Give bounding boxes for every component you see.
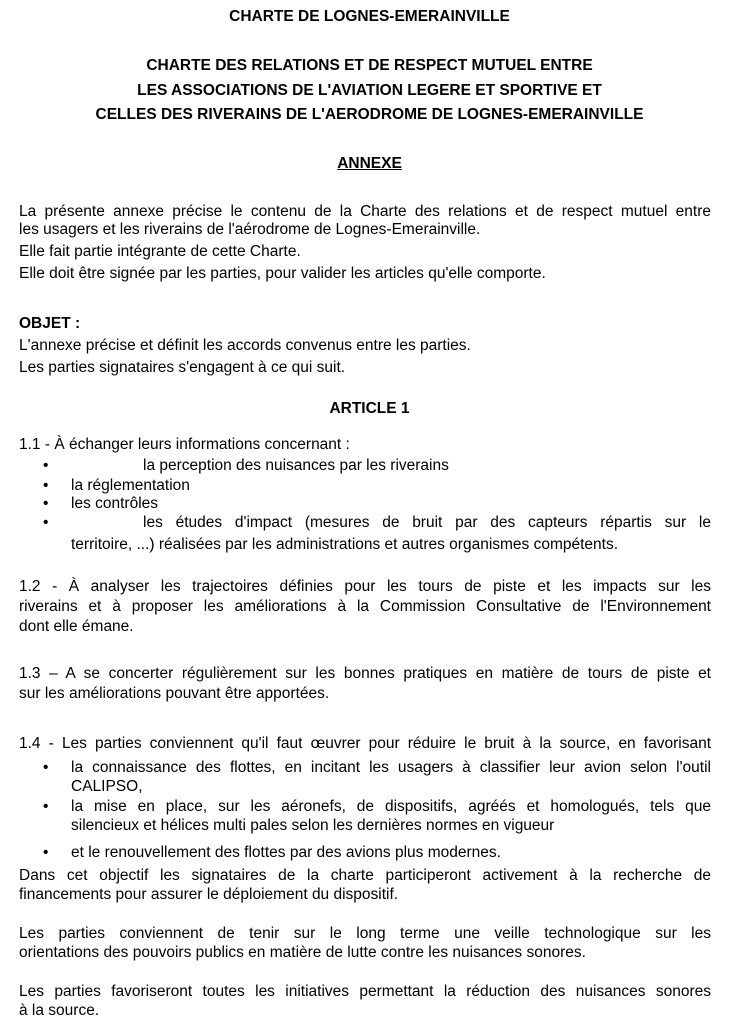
veille-line-1: Les parties conviennent de tenir sur le long terme une veille technologique sur les xyxy=(19,925,711,942)
bullet-1-4-c-line-1: et le renouvellement des flottes par des avions plus modernes. xyxy=(71,844,501,861)
objet-line-1: L'annexe précise et définit les accords convenus entre les parties. xyxy=(19,337,471,354)
bullet-1-4-b-mark: • xyxy=(43,798,49,815)
bullet-1-1-a-mark: • xyxy=(43,457,49,474)
bullet-1-1-d-continuation: territoire, ...) réalisées par les administrations et autres organismes compétents. xyxy=(71,536,619,553)
intro-line-1: La présente annexe précise le contenu de la Charte des relations et de respect mutuel entre xyxy=(19,203,711,220)
objet-heading: OBJET : xyxy=(19,315,81,332)
document-title: CHARTE DE LOGNES-EMERAINVILLE xyxy=(229,8,510,25)
bullet-1-1-c-mark: • xyxy=(43,495,49,512)
section-1-2-line-1: 1.2 - À analyser les trajectoires définies pour les tours de piste et les impacts sur les xyxy=(19,578,711,595)
initiatives-line-1: Les parties favoriseront toutes les initiatives permettant la réduction des nuisances sonores xyxy=(19,983,711,1000)
article-1-heading: ARTICLE 1 xyxy=(329,400,410,417)
bullet-1-1-d: les études d'impact (mesures de bruit par des capteurs répartis sur le xyxy=(143,514,711,531)
section-1-4-lead: 1.4 - Les parties conviennent qu'il faut œuvrer pour réduire le bruit à la source, en favorisant xyxy=(19,735,711,752)
bullet-1-4-b-line-2: silencieux et hélices multi pales selon les dernières normes en vigueur xyxy=(71,817,555,834)
section-1-2-line-3: dont elle émane. xyxy=(19,618,134,635)
intro-line-2: les usagers et les riverains de l'aérodrome de Lognes-Emerainville. xyxy=(19,221,481,238)
intro-line-3: Elle fait partie intégrante de cette Charte. xyxy=(19,243,301,260)
bullet-1-1-a: la perception des nuisances par les riverains xyxy=(143,457,449,474)
section-1-4-after-line-1: Dans cet objectif les signataires de la charte participeront activement à la recherche de xyxy=(19,867,711,884)
bullet-1-4-b-line-1: la mise en place, sur les aéronefs, de dispositifs, agréés et homologués, tels que xyxy=(71,798,711,815)
subtitle-line-3: CELLES DES RIVERAINS DE L'AERODROME DE LOGNES-EMERAINVILLE xyxy=(95,106,644,123)
annex-title xyxy=(0,154,739,173)
bullet-1-4-a-line-2: CALIPSO, xyxy=(71,778,143,795)
bullet-1-4-c-mark: • xyxy=(43,844,49,861)
section-1-3-line-2: sur les améliorations pouvant être apportées. xyxy=(19,685,330,702)
section-1-1-lead: 1.1 - À échanger leurs informations concernant : xyxy=(19,436,350,453)
annex-title-text: ANNEXE xyxy=(337,155,402,172)
bullet-1-1-b-mark: • xyxy=(43,477,49,494)
bullet-1-1-d-mark: • xyxy=(43,514,49,531)
bullet-1-1-c: les contrôles xyxy=(71,495,159,512)
section-1-2-line-2: riverains et à proposer les améliorations à la Commission Consultative de l'Environnement xyxy=(19,598,711,615)
subtitle-line-2: LES ASSOCIATIONS DE L'AVIATION LEGERE ET SPORTIVE ET xyxy=(137,82,602,99)
bullet-1-4-a-line-1: la connaissance des flottes, en incitant les usagers à classifier leur avion selon l'outil xyxy=(71,759,711,776)
section-1-4-after-line-2: financements pour assurer le déploiement du dispositif. xyxy=(19,886,399,903)
bullet-1-4-a-mark: • xyxy=(43,759,49,776)
section-1-3-line-1: 1.3 – A se concerter régulièrement sur les bonnes pratiques en matière de tours de piste et xyxy=(19,665,711,682)
subtitle-line-1: CHARTE DES RELATIONS ET DE RESPECT MUTUEL ENTRE xyxy=(146,57,593,74)
bullet-1-1-b: la réglementation xyxy=(71,477,190,494)
objet-line-2: Les parties signataires s'engagent à ce qui suit. xyxy=(19,359,346,376)
initiatives-line-2: à la source. xyxy=(19,1002,100,1019)
intro-line-4: Elle doit être signée par les parties, pour valider les articles qu'elle comporte. xyxy=(19,265,546,282)
veille-line-2: orientations des pouvoirs publics en matière de lutte contre les nuisances sonores. xyxy=(19,944,586,961)
